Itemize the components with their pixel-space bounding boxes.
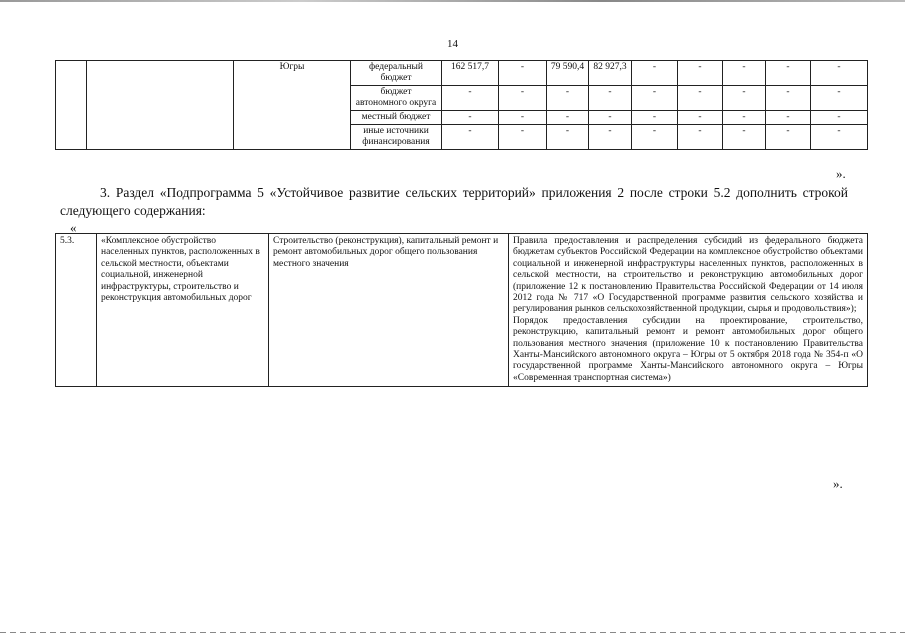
budget-value: - (766, 61, 811, 86)
budget-value: - (499, 125, 547, 150)
budget-value: - (678, 111, 723, 125)
budget-cell-empty (56, 61, 87, 150)
budget-source: местный бюджет (351, 111, 442, 125)
row-name: «Комплексное обустройство населенных пунктов, расположенных в сельской местности, объектами социальной, инженерной инфраструктуры, строительство и реконструкция автомобильных дорог (97, 234, 269, 387)
budget-source: иные источники финансирования (351, 125, 442, 150)
budget-value: - (766, 125, 811, 150)
scan-edge-bottom (0, 632, 905, 633)
budget-value: - (547, 125, 589, 150)
budget-source: бюджет автономного округа (351, 86, 442, 111)
budget-cell-empty (87, 61, 234, 150)
budget-value: - (811, 61, 868, 86)
scan-edge-top (0, 0, 905, 2)
amendment-paragraph: 3. Раздел «Подпрограмма 5 «Устойчивое развитие сельских территорий» приложения 2 после строки 5.2 дополнить строкой следующего содержания: (60, 185, 848, 218)
budget-value: - (632, 61, 678, 86)
legal-basis-procedure: Порядок предоставления субсидии на проектирование, строительство, реконструкцию, капитальный ремонт и ремонт автомобильных дорог общего пользования местного значения (приложение 10 к постановлению Правительства Ханты-Мансийского автономного округа – Югры от 5 октября 2018 года № 354-п «О государственной программе Ханты-Мансийского автономного округа – Югры «Современная транспортная система») (513, 315, 863, 383)
budget-value: - (499, 111, 547, 125)
page-number: 14 (447, 38, 458, 50)
budget-value: - (442, 111, 499, 125)
row-legal-basis (509, 234, 868, 387)
budget-region: Югры (234, 61, 351, 150)
budget-value: - (811, 125, 868, 150)
budget-value: - (632, 86, 678, 111)
budget-value: - (678, 86, 723, 111)
budget-value: - (442, 86, 499, 111)
budget-value: - (547, 111, 589, 125)
budget-value: - (632, 111, 678, 125)
program-table (55, 233, 868, 387)
budget-value: - (811, 111, 868, 125)
budget-table (55, 60, 868, 150)
budget-value: - (589, 125, 632, 150)
budget-value: - (723, 125, 766, 150)
budget-value: 162 517,7 (442, 61, 499, 86)
row-description: Строительство (реконструкция), капитальный ремонт и ремонт автомобильных дорог общего пользования местного значения (269, 234, 509, 387)
budget-value: - (723, 61, 766, 86)
budget-value: - (723, 111, 766, 125)
closing-quote: ». (836, 166, 846, 181)
budget-value: 79 590,4 (547, 61, 589, 86)
table-row (56, 234, 868, 387)
budget-value: - (547, 86, 589, 111)
budget-value: - (589, 86, 632, 111)
closing-quote: ». (833, 476, 843, 491)
budget-value: - (632, 125, 678, 150)
budget-value: - (678, 61, 723, 86)
budget-value: - (499, 61, 547, 86)
budget-value: 82 927,3 (589, 61, 632, 86)
budget-value: - (589, 111, 632, 125)
opening-quote: « (70, 220, 77, 235)
budget-value: - (499, 86, 547, 111)
budget-value: - (678, 125, 723, 150)
budget-value: - (723, 86, 766, 111)
budget-value: - (766, 111, 811, 125)
budget-source: федеральный бюджет (351, 61, 442, 86)
budget-value: - (442, 125, 499, 150)
budget-value: - (766, 86, 811, 111)
budget-row (56, 61, 868, 86)
budget-value: - (811, 86, 868, 111)
row-number: 5.3. (56, 234, 97, 387)
legal-basis-rules: Правила предоставления и распределения субсидий из федерального бюджета бюджетам субъектов Российской Федерации на комплексное обустройство объектами социальной и инженерной инфраструктуры населенных пунктов, расположенных в сельской местности, на строительство и реконструкцию автомобильных дорог (приложение 12 к постановлению Правительства Российской Федерации от 14 июля 2012 года № 717 «О Государственной программе развития сельского хозяйства и регулирования рынков сельскохозяйственной продукции, сырья и продовольствия»); (513, 236, 863, 315)
